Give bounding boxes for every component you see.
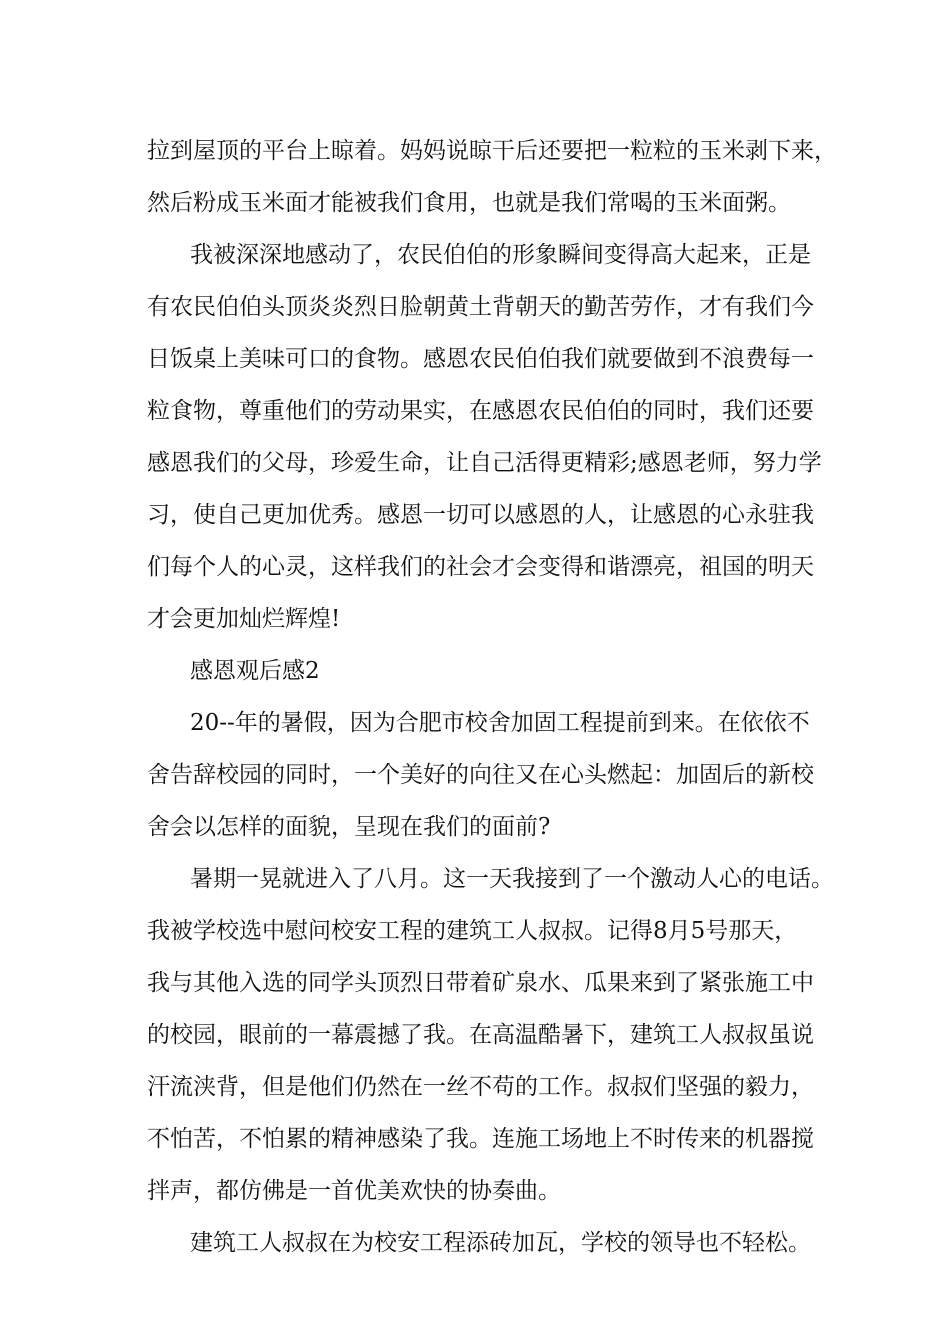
text-line-8: 习，使自己更加优秀。感恩一切可以感恩的人，让感恩的心永驻我 bbox=[147, 502, 814, 528]
text-line-9: 们每个人的心灵，这样我们的社会才会变得和谐漂亮，祖国的明天 bbox=[147, 554, 814, 580]
text-line-4: 有农民伯伯头顶炎炎烈日脸朝黄土背朝天的勤苦劳作，才有我们今 bbox=[147, 294, 814, 320]
text-line-7: 感恩我们的父母，珍爱生命，让自己活得更精彩;感恩老师，努力学 bbox=[147, 450, 822, 476]
text-line-10: 才会更加灿烂辉煌! bbox=[147, 606, 341, 632]
section-heading: 感恩观后感2 bbox=[190, 658, 320, 684]
text-line-13: 舍告辞校园的同时，一个美好的向往又在心头燃起：加固后的新校 bbox=[147, 762, 814, 788]
text-line-21: 拌声，都仿佛是一首优美欢快的协奏曲。 bbox=[147, 1178, 561, 1204]
text-line-6: 粒食物，尊重他们的劳动果实，在感恩农民伯伯的同时，我们还要 bbox=[147, 398, 814, 424]
text-line-14: 舍会以怎样的面貌，呈现在我们的面前? bbox=[147, 814, 551, 840]
text-line-19: 汗流浃背，但是他们仍然在一丝不苟的工作。叔叔们坚强的毅力， bbox=[147, 1074, 814, 1100]
text-line-5: 日饭桌上美味可口的食物。感恩农民伯伯我们就要做到不浪费每一 bbox=[147, 346, 814, 372]
text-line-17: 我与其他入选的同学头顶烈日带着矿泉水、瓜果来到了紧张施工中 bbox=[147, 970, 814, 996]
text-line-16: 我被学校选中慰问校安工程的建筑工人叔叔。记得8月5号那天， bbox=[147, 918, 798, 944]
text-line-12: 20--年的暑假，因为合肥市校舍加固工程提前到来。在依依不 bbox=[190, 710, 810, 736]
text-line-15: 暑期一晃就进入了八月。这一天我接到了一个激动人心的电话。 bbox=[190, 866, 834, 892]
text-line-18: 的校园，眼前的一幕震撼了我。在高温酷暑下，建筑工人叔叔虽说 bbox=[147, 1022, 814, 1048]
text-line-20: 不怕苦，不怕累的精神感染了我。连施工场地上不时传来的机器搅 bbox=[147, 1126, 814, 1152]
text-line-3: 我被深深地感动了，农民伯伯的形象瞬间变得高大起来，正是 bbox=[190, 242, 811, 268]
text-line-22: 建筑工人叔叔在为校安工程添砖加瓦，学校的领导也不轻松。 bbox=[190, 1230, 811, 1256]
text-line-1: 拉到屋顶的平台上晾着。妈妈说晾干后还要把一粒粒的玉米剥下来， bbox=[147, 138, 837, 164]
text-line-2: 然后粉成玉米面才能被我们食用，也就是我们常喝的玉米面粥。 bbox=[147, 190, 791, 216]
